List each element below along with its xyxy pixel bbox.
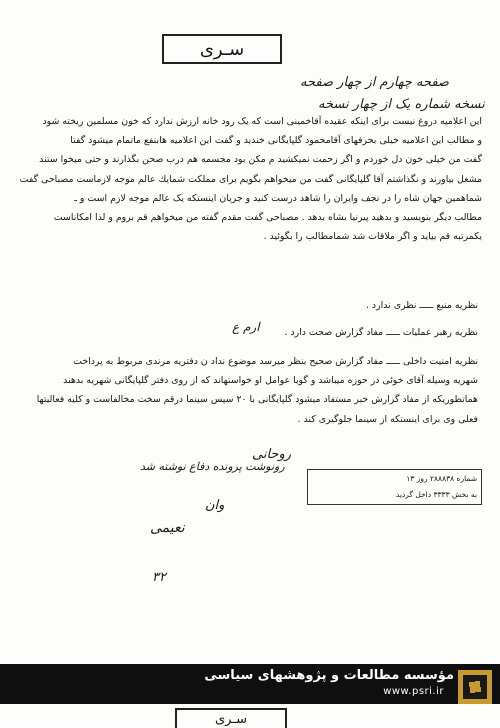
source-opinion: نظریه منبع ـــــ نظری ندارد . [365,300,478,311]
operations-leader-opinion: نظریه رهبر عملیات ـــــ مفاد گزارش صحت دارد . [284,327,478,338]
body-line: این اعلامیه دروغ نیست برای اینکه عقیده آقاخمینی است که یک رود خانه ارزش ندارد که خون مسلمین ریخته شود [42,116,482,127]
classification-box-bottom [175,708,287,728]
security-opinion-line: شهریه وسیله آقای خوئی در حوزه میباشد و گویا عوامل او خواستهاند که از روی دفتر گلپایگانی شهریه بدهند [63,375,478,387]
stamp-line-department: به بخش ۳۳۳۳ داخل گردید [395,490,477,499]
report-body [14,112,482,246]
body-line: مطالب دیگر بنویسید و بدهید پیرنیا بشاه بدهد . مصباحی گفت مقدم گفته من میخواهم قم بروم و لذا امکاناست [53,212,482,224]
signature-name: نعیمی [150,520,185,536]
institute-name: مؤسسه مطالعات و پژوهشهای سیاسی [204,668,454,683]
internal-security-opinion [14,352,478,429]
signature-initial: وان [205,498,225,513]
body-line: یکمرتبه قم بیاید و اگر ملاقات شد شمامطالب را بگوئید . [263,231,482,243]
registration-stamp [307,469,482,505]
security-opinion-line: نظریه امنیت داخلی ـــــ مفاد گزارش صحیح بنظر میرسد موضوع نداد ن دفتریه مرندی مربوط به پرداخت [73,356,478,367]
security-opinion-line: هماتطوریکه از مفاد گزارش خبر مستفاد میشود گلپایگانی با ۲۰ سپس سینما درقم سخت مخالفاست و کلیه فعالیتها [36,394,478,406]
body-line: مشغل بیاورند و نگذاشتم آقا گلپایگانی گفت من میخواهم بگویم برای مملکت شمایك عالم موجه لازماست مصباحی گفت [19,173,482,185]
classification-label-bottom: سـری [214,711,248,727]
institute-footer-bar [0,664,500,704]
routing-note: رونوشت پرونده دفاع نوشته شد [140,460,285,473]
institute-logo-icon [458,670,492,704]
handnote-copy-number: نسخه شماره یک از چهار نسخه [318,97,485,112]
handnote-page-count: صفحه چهارم از چهار صفحه [300,75,449,90]
security-opinion-line: فعلی وی برای اینستکه از سینما جلوگیری کند . [297,413,478,425]
body-line: شماهمین جهان شاه را در نجف وایران را شاهد درست کنید و جریان اینستکه یک عالم موجه لازم است و ـ [74,192,482,204]
institute-url: www.psri.ir [383,686,444,697]
classification-label: سـری [199,38,245,60]
signature-main: روحانی [252,447,292,462]
classification-box-top [162,34,282,64]
body-line: گفت من خیلی خون دل خوردم و اگر زحمت نمیکشید م مکن بود مجسمه هم درب صحن بگذارند و حتی میخوا ستند [39,154,482,166]
stamp-line-number: شماره ۲۸۸۸۳۸ روز ۱۳ [406,474,477,483]
signature-number: ۳۲ [152,570,166,585]
body-line: و مطالب این اعلامیه خیلی بحرفهای آقامحمود گلپایگانی خندید و گفت این اعلامیه هابنفع ماتمام میشود گفتا [70,135,482,147]
operations-leader-signature: ارم ع [232,320,260,334]
